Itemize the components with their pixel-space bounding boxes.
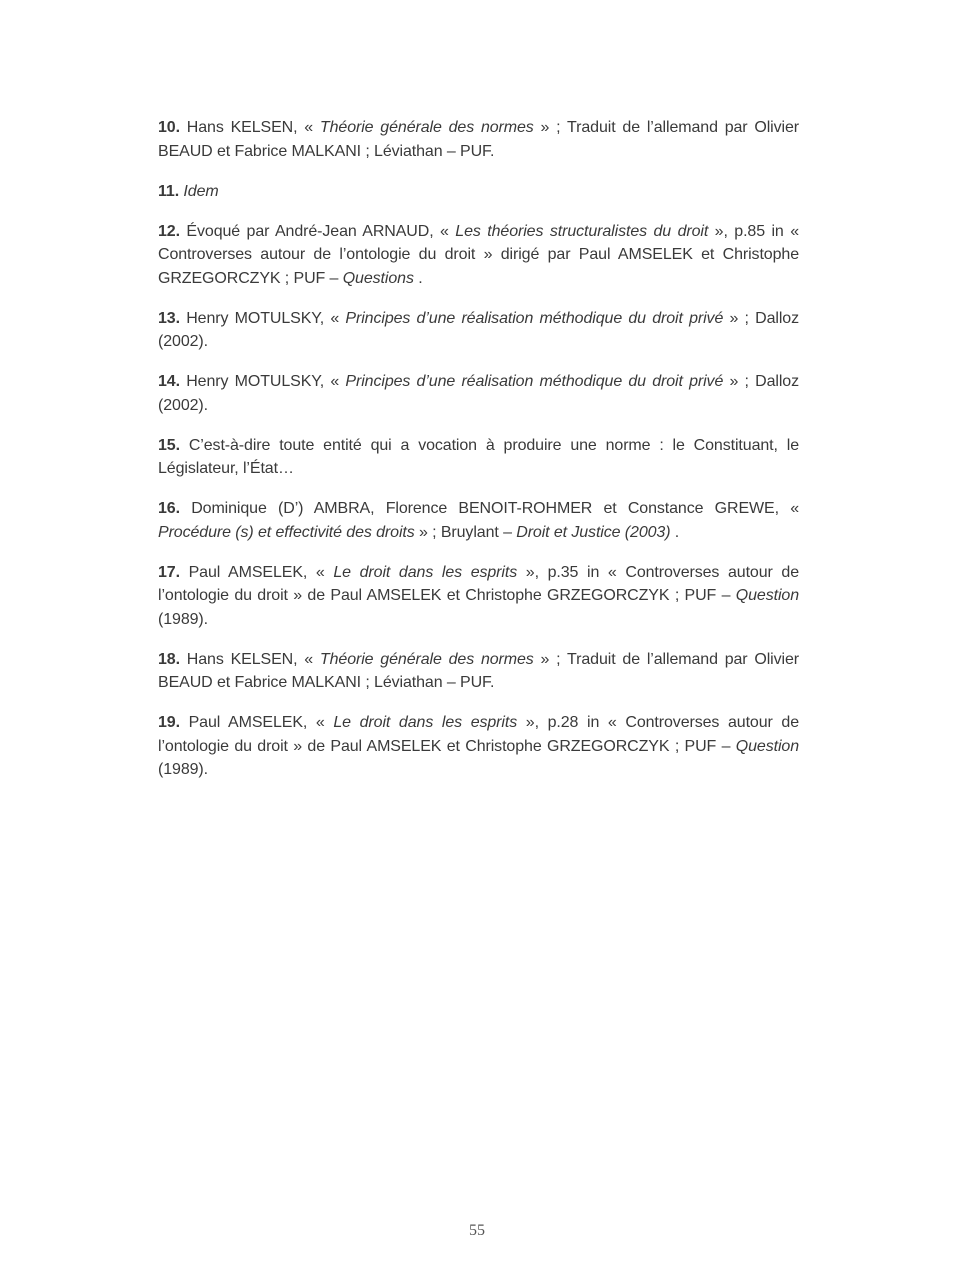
footnote-text: Hans KELSEN, « xyxy=(179,650,320,668)
footnote-19 xyxy=(158,711,799,782)
footnote-text: » ; Dalloz (2002). xyxy=(158,309,799,350)
footnote-number: 15. xyxy=(158,436,180,454)
footnote-title: Théorie générale des normes xyxy=(319,119,534,136)
footnote-13 xyxy=(158,307,799,354)
footnote-text: », p.85 in « Controverses autour de l’ontologie du droit » dirigé par Paul AMSELEK et Christophe GRZEGORCZYK ; PUF – xyxy=(158,222,799,287)
footnote-text: Hans KELSEN, « xyxy=(179,119,320,136)
footnote-title: Principes d’une réalisation méthodique du droit privé xyxy=(345,309,724,327)
footnote-17 xyxy=(158,561,799,632)
footnote-text: » ; Dalloz (2002). xyxy=(158,373,799,414)
footnote-14 xyxy=(158,370,799,417)
footnote-text: » ; Traduit de l’allemand par Olivier BEAUD et Fabrice MALKANI ; Léviathan – PUF. xyxy=(158,119,799,160)
footnote-number: 12. xyxy=(158,222,180,240)
footnote-title: Théorie générale des normes xyxy=(319,650,534,668)
footnote-title: Idem xyxy=(183,182,219,200)
footnote-number: 18. xyxy=(158,650,180,668)
footnote-title: Principes d’une réalisation méthodique du droit privé xyxy=(345,373,724,390)
footnote-number: 13. xyxy=(158,309,180,327)
footnote-number: 16. xyxy=(158,500,180,517)
footnote-number: 19. xyxy=(158,714,180,731)
footnote-title: Procédure (s) et effectivité des droits xyxy=(158,523,415,541)
footnote-10 xyxy=(158,116,799,163)
footnote-number: 10. xyxy=(158,119,180,136)
footnote-collection: Question xyxy=(735,587,799,604)
footnote-number: 11. xyxy=(158,182,180,200)
footnote-16 xyxy=(158,497,799,544)
footnote-title: Le droit dans les esprits xyxy=(333,714,518,731)
footnote-text: », p.28 in « Controverses autour de l’ontologie du droit » de Paul AMSELEK et Christophe GRZEGORCZYK ; PUF – xyxy=(158,714,800,755)
footnote-collection: Droit et Justice (2003) xyxy=(516,523,671,541)
footnote-text: » ; Traduit de l’allemand par Olivier BEAUD et Fabrice MALKANI ; Léviathan – PUF. xyxy=(158,650,799,691)
footnote-text: » ; Bruylant – xyxy=(414,523,517,541)
footnote-text: Henry MOTULSKY, « xyxy=(179,309,346,327)
footnote-text: C’est-à-dire toute entité qui a vocation à produire une norme : le Constituant, le Législateur, l’État… xyxy=(158,436,799,477)
footnote-text: Dominique (D’) AMBRA, Florence BENOIT-ROHMER et Constance GREWE, « xyxy=(179,500,799,517)
footnote-collection: Question xyxy=(735,737,799,755)
footnote-text: (1989). xyxy=(158,610,208,628)
footnote-11 xyxy=(158,180,799,204)
page-number: 55 xyxy=(469,1222,485,1239)
footnote-text: Henry MOTULSKY, « xyxy=(179,373,346,390)
footnote-title: Le droit dans les esprits xyxy=(333,563,518,581)
footnote-title: Les théories structuralistes du droit xyxy=(455,222,709,240)
footnote-text: Paul AMSELEK, « xyxy=(179,563,334,581)
footnote-number: 17. xyxy=(158,563,180,581)
footnote-15 xyxy=(158,434,799,481)
footnote-text: . xyxy=(670,523,680,541)
footnote-text: », p.35 in « Controverses autour de l’ontologie du droit » de Paul AMSELEK et Christophe GRZEGORCZYK ; PUF – xyxy=(158,563,800,604)
footnote-collection: Questions xyxy=(342,269,414,287)
footnotes-list xyxy=(158,116,799,798)
footnote-text: Évoqué par André-Jean ARNAUD, « xyxy=(179,222,456,240)
footnote-text: Paul AMSELEK, « xyxy=(179,714,334,731)
footnote-text: (1989). xyxy=(158,761,208,778)
footnote-18 xyxy=(158,648,799,695)
footnote-12 xyxy=(158,220,799,291)
footnote-number: 14. xyxy=(158,373,180,390)
footnote-text: . xyxy=(413,269,423,287)
